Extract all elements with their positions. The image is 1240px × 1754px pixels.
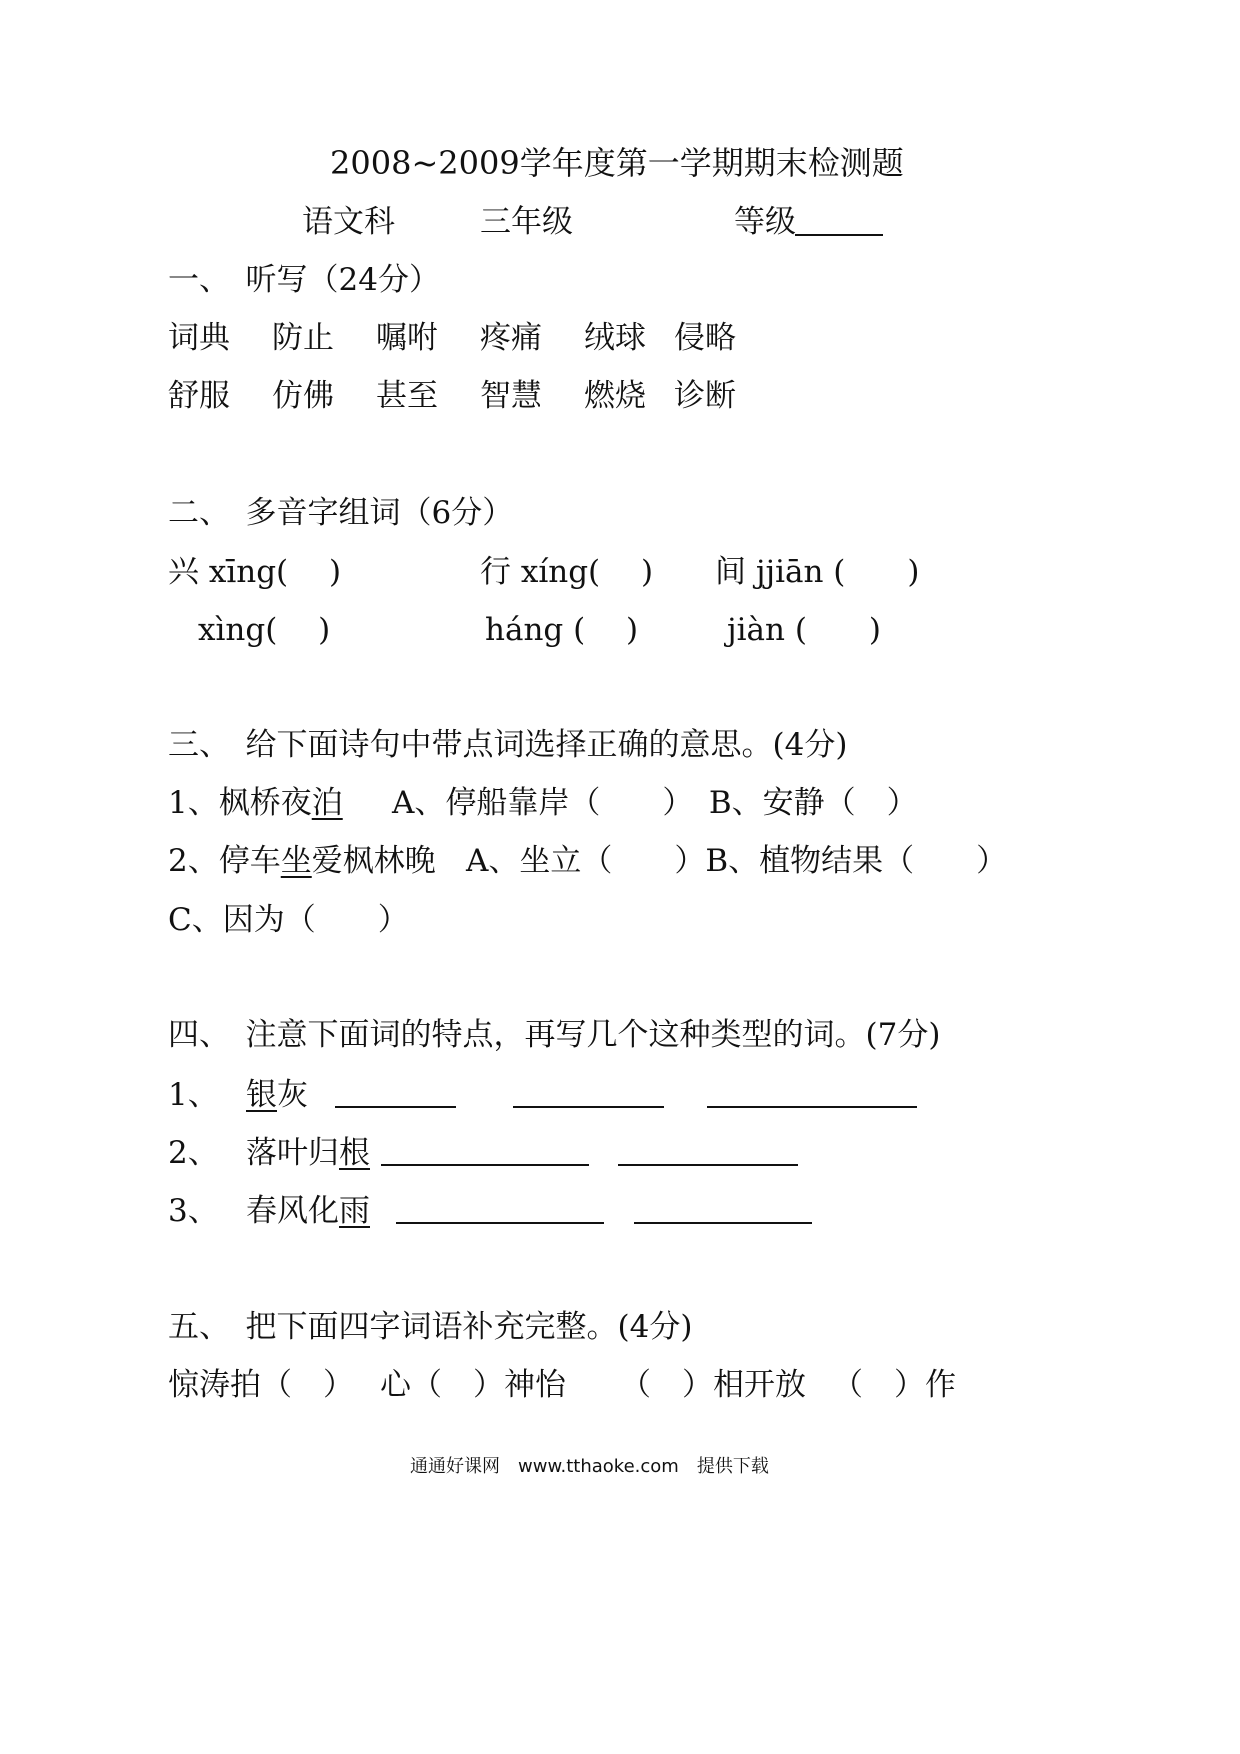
level-blank[interactable] xyxy=(795,234,883,236)
polyphone-jian2: jiàn ( ) xyxy=(727,612,882,648)
poem-line-2: 2、停车坐爱枫林晚 xyxy=(168,843,436,879)
poem-line-2-options: A、坐立（ ）B、植物结果（ ） xyxy=(466,843,1008,879)
item-1-number: 1、 xyxy=(168,1077,219,1113)
dotted-word-bo: 泊 xyxy=(311,785,343,821)
word-6: 侵略 xyxy=(674,320,736,356)
poem-line-1-options: A、停船靠岸（ ） B、安静（ ） xyxy=(392,785,918,821)
idiom-2: 心（ ）神怡 xyxy=(380,1367,566,1403)
polyphone-jian1: 间 jjiān ( ) xyxy=(715,554,920,590)
subject-label: 语文科 xyxy=(302,204,395,240)
grade-label: 三年级 xyxy=(480,204,573,240)
section-5-heading: 五、 把下面四字词语补充完整。(4分) xyxy=(168,1309,693,1345)
word-10: 智慧 xyxy=(480,378,542,414)
item-3-word: 春风化雨 xyxy=(246,1193,370,1229)
idiom-4: （ ）作 xyxy=(832,1367,956,1403)
dotted-word-zuo: 坐 xyxy=(280,843,312,879)
section-2-heading: 二、 多音字组词（6分） xyxy=(168,495,514,531)
polyphone-xing1: 兴 xīng( ) xyxy=(168,554,342,590)
word-7: 舒服 xyxy=(168,378,230,414)
item-2-blank-1[interactable] xyxy=(381,1164,589,1166)
word-11: 燃烧 xyxy=(584,378,646,414)
item-1-word: 银灰 xyxy=(246,1077,308,1113)
polyphone-xing2: 行 xíng( ) xyxy=(480,554,654,590)
word-9: 甚至 xyxy=(376,378,438,414)
poem-line-1: 1、枫桥夜泊 xyxy=(168,785,343,821)
item-2-blank-2[interactable] xyxy=(618,1164,798,1166)
footer-note: 通通好课网 www.tthaoke.com 提供下载 xyxy=(410,1456,769,1477)
item-3-blank-2[interactable] xyxy=(634,1222,812,1224)
polyphone-hang: háng ( ) xyxy=(485,612,639,648)
word-2: 防止 xyxy=(272,320,334,356)
item-1-blank-3[interactable] xyxy=(707,1106,917,1108)
word-12: 诊断 xyxy=(674,378,736,414)
item-2-word: 落叶归根 xyxy=(246,1135,370,1171)
word-5: 绒球 xyxy=(584,320,646,356)
item-2-number: 2、 xyxy=(168,1135,219,1171)
word-3: 嘱咐 xyxy=(376,320,438,356)
page-title: 2008~2009学年度第一学期期末检测题 xyxy=(330,144,904,182)
level-label: 等级 xyxy=(734,204,796,240)
section-1-heading: 一、 听写（24分） xyxy=(168,262,440,298)
item-1-blank-1[interactable] xyxy=(335,1106,456,1108)
idiom-3: （ ）相开放 xyxy=(620,1367,806,1403)
idiom-1: 惊涛拍（ ） xyxy=(168,1367,354,1403)
item-1-blank-2[interactable] xyxy=(513,1106,664,1108)
poem-line-2-option-c: C、因为（ ） xyxy=(168,902,409,938)
word-8: 仿佛 xyxy=(272,378,334,414)
word-4: 疼痛 xyxy=(480,320,542,356)
section-3-heading: 三、 给下面诗句中带点词选择正确的意思。(4分) xyxy=(168,727,848,763)
item-3-number: 3、 xyxy=(168,1193,219,1229)
item-3-blank-1[interactable] xyxy=(396,1222,604,1224)
polyphone-xing3: xìng( ) xyxy=(198,612,331,648)
section-4-heading: 四、 注意下面词的特点，再写几个这种类型的词。(7分) xyxy=(168,1017,941,1053)
word-1: 词典 xyxy=(168,320,230,356)
